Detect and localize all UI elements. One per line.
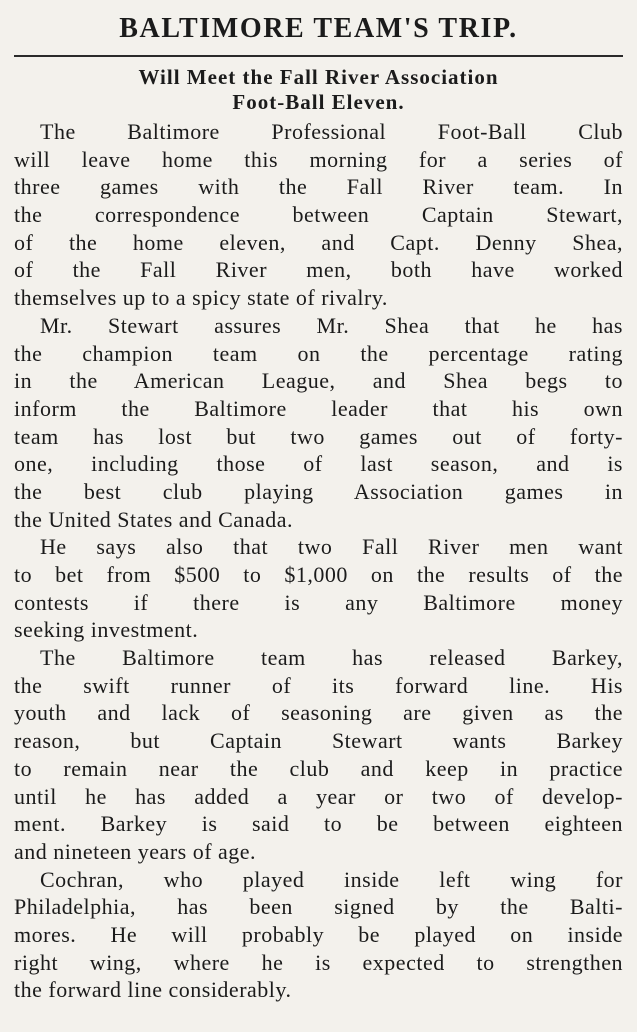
- text-line: Cochran, who played inside left wing for: [40, 866, 623, 892]
- text-line: in the American League, and Shea begs to: [14, 368, 623, 394]
- text-line: one, including those of last season, and is: [14, 451, 623, 477]
- text-line: of the Fall River men, both have worked: [14, 257, 623, 283]
- text-line: until he has added a year or two of develop-: [14, 783, 623, 809]
- text-line: mores. He will probably be played on inside: [14, 921, 623, 947]
- text-line: Philadelphia, has been signed by the Balti-: [14, 894, 623, 920]
- text-line: the United States and Canada.: [14, 506, 294, 532]
- text-line: right wing, where he is expected to strengthen: [14, 949, 623, 975]
- text-line: the champion team on the percentage rating: [14, 340, 623, 366]
- text-line: and nineteen years of age.: [14, 838, 257, 864]
- text-line: seeking investment.: [14, 617, 199, 643]
- text-line: The Baltimore Professional Foot-Ball Club: [40, 119, 623, 144]
- paragraph: [14, 312, 623, 534]
- text-line: The Baltimore team has released Barkey,: [40, 645, 623, 671]
- text-line: to remain near the club and keep in practice: [14, 755, 623, 781]
- text-line: reason, but Captain Stewart wants Barkey: [14, 728, 623, 754]
- subheadline-line: Will Meet the Fall River Association: [138, 65, 499, 89]
- article-subheadline: [14, 65, 623, 115]
- text-line: Mr. Stewart assures Mr. Shea that he has: [40, 312, 623, 338]
- text-line: inform the Baltimore leader that his own: [14, 395, 623, 421]
- text-line: team has lost but two games out of forty-: [14, 423, 623, 449]
- text-line: the correspondence between Captain Stewart,: [14, 202, 623, 228]
- paragraph: [14, 866, 623, 1004]
- text-line: themselves up to a spicy state of rivalry.: [14, 285, 388, 311]
- text-line: youth and lack of seasoning are given as the: [14, 700, 623, 726]
- text-line: the best club playing Association games in: [14, 478, 623, 504]
- subheadline-line: Foot-Ball Eleven.: [232, 90, 405, 114]
- text-line: three games with the Fall River team. In: [14, 174, 623, 200]
- text-line: of the home eleven, and Capt. Denny Shea,: [14, 229, 623, 255]
- paragraph: [14, 644, 623, 866]
- text-line: will leave home this morning for a series of: [14, 146, 623, 172]
- article-headline: BALTIMORE TEAM'S TRIP.: [119, 13, 518, 44]
- paragraph: [14, 533, 623, 644]
- text-line: the swift runner of its forward line. His: [14, 672, 623, 698]
- text-line: the forward line considerably.: [14, 977, 292, 1003]
- text-line: He says also that two Fall River men want: [40, 534, 623, 560]
- headline-divider: [14, 55, 623, 57]
- text-line: to bet from $500 to $1,000 on the results of the: [14, 562, 623, 587]
- text-line: ment. Barkey is said to be between eighteen: [14, 811, 623, 837]
- text-line: contests if there is any Baltimore money: [14, 589, 623, 615]
- paragraph: [14, 118, 623, 312]
- article-body: [14, 118, 623, 1004]
